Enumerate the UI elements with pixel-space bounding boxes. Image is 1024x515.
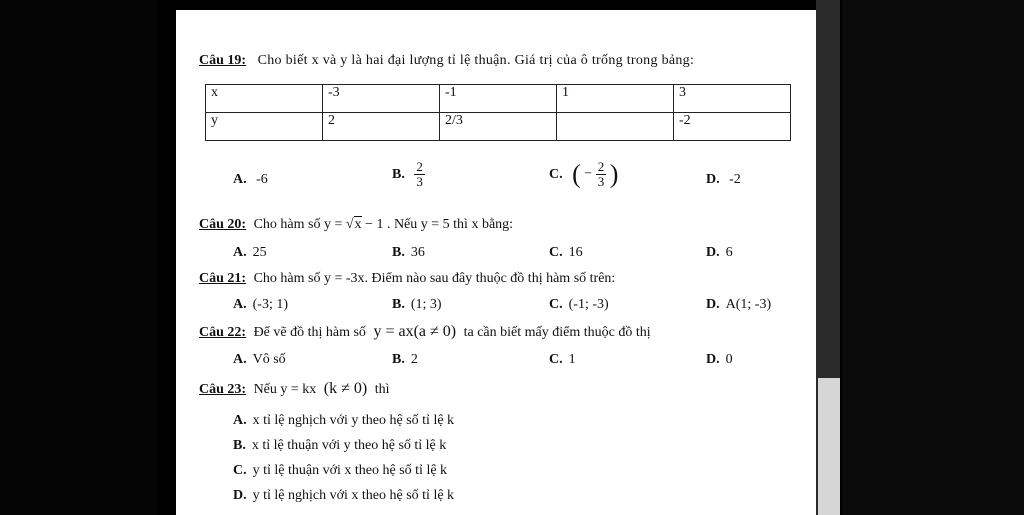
option-text: -6 — [256, 172, 268, 187]
table-cell: y — [206, 113, 323, 141]
fraction-denominator: 3 — [416, 174, 423, 189]
values-table — [205, 84, 791, 141]
q20-option-d[interactable] — [706, 245, 733, 261]
option-text: y tỉ lệ nghịch với x theo hệ số tỉ lệ k — [252, 488, 455, 503]
table-row — [206, 113, 791, 141]
question-23-text-b: thì — [374, 382, 390, 397]
table-cell: -2 — [674, 113, 791, 141]
document-page — [176, 10, 816, 515]
option-letter: B. — [392, 166, 405, 182]
option-letter: A. — [233, 172, 247, 187]
option-letter: A. — [233, 245, 247, 260]
right-paren-icon: ) — [609, 159, 619, 189]
option-letter: A. — [233, 413, 247, 428]
option-text: 36 — [410, 245, 425, 260]
q23-option-c[interactable] — [233, 463, 447, 479]
option-text: 25 — [252, 245, 267, 260]
q21-option-a[interactable] — [233, 297, 288, 313]
fraction-denominator: 3 — [597, 174, 605, 189]
sqrt-argument: x — [354, 217, 362, 232]
question-23 — [199, 380, 390, 398]
question-20-pre: Cho hàm số y = — [253, 217, 346, 232]
q20-option-c[interactable] — [549, 245, 583, 261]
option-text: 6 — [725, 245, 733, 260]
question-23-condition: (k ≠ 0) — [323, 380, 368, 397]
option-letter: B. — [392, 352, 405, 367]
table-row — [206, 85, 791, 113]
option-text: 2 — [410, 352, 418, 367]
fraction — [596, 160, 607, 189]
q22-option-a[interactable] — [233, 352, 286, 368]
q20-option-a[interactable] — [233, 245, 267, 261]
fraction — [414, 160, 425, 189]
option-letter: D. — [706, 172, 720, 187]
q23-option-a[interactable] — [233, 413, 454, 429]
question-22 — [199, 323, 651, 341]
option-text: (-3; 1) — [252, 297, 289, 312]
q23-option-d[interactable] — [233, 488, 454, 504]
question-22-formula: y = ax(a ≠ 0) — [373, 323, 457, 340]
question-22-label: Câu 22: — [199, 325, 247, 340]
question-23-text-a: Nếu y = kx — [253, 382, 317, 397]
option-letter: D. — [706, 352, 720, 367]
option-letter: B. — [392, 297, 405, 312]
table-cell: x — [206, 85, 323, 113]
question-22-text-b: ta cần biết mấy điểm thuộc đồ thị — [463, 325, 651, 340]
q20-option-b[interactable] — [392, 245, 425, 261]
fraction-numerator: 2 — [416, 159, 423, 174]
option-text: x tỉ lệ thuận với y theo hệ số tỉ lệ k — [251, 438, 447, 453]
option-letter: D. — [706, 245, 720, 260]
right-dark-margin — [842, 0, 1024, 515]
option-text: y tỉ lệ thuận với x theo hệ số tỉ lệ k — [252, 463, 448, 478]
q21-option-d[interactable] — [706, 297, 771, 313]
q19-option-a[interactable] — [233, 172, 268, 188]
table-cell: 2/3 — [440, 113, 557, 141]
option-letter: C. — [233, 463, 247, 478]
question-20 — [199, 217, 513, 233]
option-text: Vô số — [252, 352, 286, 367]
table-cell: 1 — [557, 85, 674, 113]
question-19-text: Cho biết x và y là hai đại lượng tỉ lệ thuận. Giá trị của ô trống trong bảng: — [257, 53, 695, 68]
q22-option-c[interactable] — [549, 352, 576, 368]
table-cell: -1 — [440, 85, 557, 113]
option-letter: C. — [549, 245, 563, 260]
question-21-label: Câu 21: — [199, 271, 247, 286]
option-letter: C. — [549, 352, 563, 367]
q21-option-c[interactable] — [549, 297, 609, 313]
question-21 — [199, 271, 615, 287]
fraction-numerator: 2 — [597, 159, 605, 174]
scrollbar-thumb[interactable] — [818, 378, 840, 515]
q21-option-b[interactable] — [392, 297, 442, 313]
option-letter: B. — [392, 245, 405, 260]
question-19-label: Câu 19: — [199, 53, 247, 68]
left-paren-icon: ( — [572, 159, 581, 189]
option-text: -2 — [729, 172, 741, 187]
table-cell — [557, 113, 674, 141]
option-text: (1; 3) — [410, 297, 442, 312]
q22-option-b[interactable] — [392, 352, 418, 368]
option-text: x tỉ lệ nghịch với y theo hệ số tỉ lệ k — [252, 413, 455, 428]
q23-option-b[interactable] — [233, 438, 446, 454]
question-20-label: Câu 20: — [199, 217, 247, 232]
option-text: (-1; -3) — [568, 297, 609, 312]
question-23-label: Câu 23: — [199, 382, 247, 397]
table-cell: 2 — [323, 113, 440, 141]
option-letter: A. — [233, 297, 247, 312]
q22-option-d[interactable] — [706, 352, 733, 368]
question-22-text-a: Để vẽ đồ thị hàm số — [253, 325, 366, 340]
option-letter: C. — [549, 297, 563, 312]
table-cell: 3 — [674, 85, 791, 113]
option-letter: C. — [549, 166, 563, 182]
option-text: 16 — [568, 245, 583, 260]
option-letter: A. — [233, 352, 247, 367]
q19-option-c[interactable] — [549, 160, 618, 189]
option-letter: D. — [233, 488, 247, 503]
question-19 — [199, 53, 694, 69]
option-letter: B. — [233, 438, 246, 453]
left-dark-margin — [0, 0, 157, 515]
option-text: 0 — [725, 352, 733, 367]
option-text: A(1; -3) — [725, 297, 772, 312]
table-cell: -3 — [323, 85, 440, 113]
option-letter: D. — [706, 297, 720, 312]
sqrt-icon: √ — [345, 217, 354, 232]
question-20-text: − 1 . Nếu y = 5 thì x bằng: — [361, 217, 514, 232]
minus-sign: − — [584, 166, 593, 182]
q19-option-d[interactable] — [706, 172, 741, 188]
question-21-text: Cho hàm số y = -3x. Điểm nào sau đây thuộc đồ thị hàm số trên: — [253, 271, 616, 286]
option-text: 1 — [568, 352, 576, 367]
q19-option-b[interactable] — [392, 160, 425, 189]
